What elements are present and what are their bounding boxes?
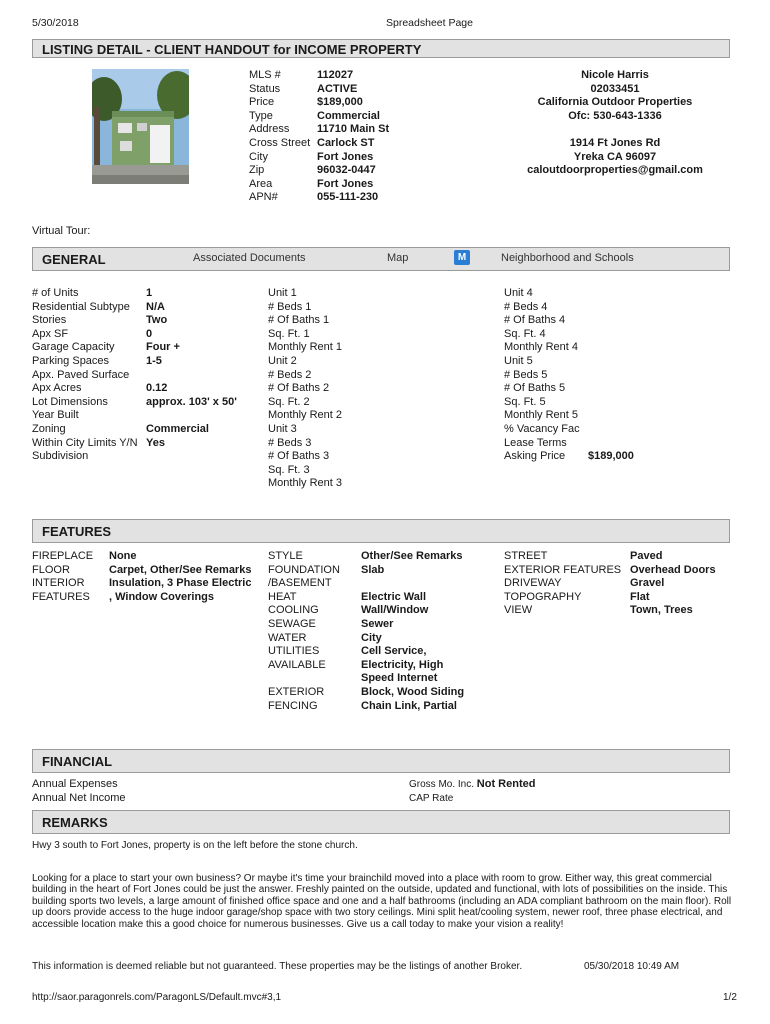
feature-value: Chain Link, Partial — [361, 699, 457, 712]
general-value: Two — [146, 314, 168, 327]
info-label: Zip — [249, 164, 265, 177]
feature-value: Paved — [630, 550, 663, 562]
unit-label: Unit 5 — [504, 354, 533, 367]
info-label: Status — [249, 82, 281, 95]
agent-email[interactable]: caloutdoorproperties@gmail.com — [527, 164, 703, 177]
general-title: GENERAL — [42, 252, 106, 267]
info-label: City — [249, 150, 268, 163]
unit-label: Lease Terms — [504, 436, 567, 449]
disclaimer-text: This information is deemed reliable but not guaranteed. These properties may be the listings of another Broker. — [32, 961, 523, 972]
general-value — [146, 369, 237, 383]
financial-header-bar — [32, 749, 730, 773]
city-value: Fort Jones — [317, 150, 374, 163]
general-label: Apx Acres — [32, 382, 82, 395]
listing-header-bar — [32, 39, 730, 58]
info-label: Cross Street — [249, 136, 311, 149]
units-4-5-labels — [504, 287, 580, 464]
unit-label: # Beds 4 — [504, 300, 548, 313]
feature-label: FLOOR — [32, 563, 70, 576]
feature-label: EXTERIOR — [268, 685, 325, 698]
property-photo[interactable] — [92, 69, 189, 184]
gross-income-value: Not Rented — [476, 778, 536, 790]
feature-value: Block, Wood Siding — [361, 685, 465, 698]
unit-label: # Beds 3 — [268, 436, 312, 449]
features-col2-labels — [268, 550, 340, 713]
unit-label: # Of Baths 3 — [268, 450, 330, 463]
feature-label: EXTERIOR FEATURES — [504, 563, 622, 576]
feature-value — [361, 577, 464, 591]
unit-label: # Beds 1 — [268, 300, 312, 313]
general-label: Lot Dimensions — [32, 395, 108, 408]
unit-label: Unit 3 — [268, 422, 297, 435]
feature-label: FOUNDATION — [268, 563, 340, 576]
general-value: approx. 103' x 50' — [146, 395, 237, 408]
print-date: 5/30/2018 — [32, 17, 79, 29]
features-col3-values — [630, 550, 716, 618]
general-label: Stories — [32, 314, 67, 327]
unit-label: # Of Baths 1 — [268, 314, 330, 327]
feature-value: , Window Coverings — [109, 590, 215, 603]
address-value: 11710 Main St — [317, 123, 390, 136]
feature-value: Insulation, 3 Phase Electric — [109, 577, 252, 590]
unit-label: Monthly Rent 5 — [504, 409, 578, 422]
unit-label: # Of Baths 4 — [504, 314, 566, 327]
info-label: Type — [249, 109, 273, 122]
unit-label: Sq. Ft. 5 — [504, 395, 546, 408]
feature-label: HEAT — [268, 590, 297, 603]
feature-value: Electric Wall — [361, 590, 427, 603]
general-label: Within City Limits Y/N — [32, 436, 138, 449]
listing-title: LISTING DETAIL - CLIENT HANDOUT for INCOME PROPERTY — [42, 42, 422, 57]
unit-label: Monthly Rent 1 — [268, 341, 342, 354]
general-value: N/A — [146, 300, 165, 313]
status-value: ACTIVE — [317, 82, 358, 95]
financial-title: FINANCIAL — [42, 754, 113, 769]
feature-label: UTILITIES — [268, 645, 320, 658]
directions-text: Hwy 3 south to Fort Jones, property is on the left before the stone church. — [32, 840, 358, 851]
unit-label: Sq. Ft. 2 — [268, 395, 310, 408]
unit-label: # Of Baths 5 — [504, 382, 566, 395]
page-url[interactable]: http://saor.paragonrels.com/ParagonLS/Default.mvc#3,1 — [32, 992, 282, 1003]
agent-company: California Outdoor Properties — [537, 96, 693, 109]
feature-label: TOPOGRAPHY — [504, 590, 582, 603]
features-col1-values — [109, 550, 251, 604]
remarks-title: REMARKS — [42, 815, 108, 830]
units-1-3 — [268, 287, 342, 491]
feature-label: VIEW — [504, 604, 533, 617]
unit-label: Unit 2 — [268, 354, 297, 367]
unit-label: Monthly Rent 3 — [268, 477, 342, 490]
financial-left — [32, 778, 126, 805]
feature-value: Other/See Remarks — [361, 550, 463, 562]
virtual-tour-label: Virtual Tour: — [32, 225, 91, 237]
features-col3-labels — [504, 550, 621, 618]
general-value: 1 — [146, 287, 153, 299]
features-title: FEATURES — [42, 524, 112, 539]
feature-label: STREET — [504, 550, 548, 562]
unit-label: # Of Baths 2 — [268, 382, 330, 395]
agent-street: 1914 Ft Jones Rd — [569, 136, 661, 149]
general-value — [146, 450, 237, 464]
general-value: 0.12 — [146, 382, 168, 395]
agent-office-phone: Ofc: 530-643-1336 — [568, 109, 662, 122]
listing-info-labels — [249, 69, 310, 205]
info-label: Area — [249, 177, 273, 190]
agent-name: Nicole Harris — [581, 69, 649, 81]
unit-label: Sq. Ft. 1 — [268, 327, 310, 340]
feature-label: STYLE — [268, 550, 303, 562]
zip-value: 96032-0447 — [317, 164, 376, 177]
annual-expenses-label: Annual Expenses — [32, 778, 118, 790]
unit-label: Unit 1 — [268, 287, 297, 299]
unit-label: # Beds 5 — [504, 368, 548, 381]
general-values — [146, 287, 237, 464]
features-header-bar — [32, 519, 730, 543]
annual-net-income-label: Annual Net Income — [32, 791, 126, 804]
feature-value: Electricity, High — [361, 658, 444, 671]
unit-label: # Beds 2 — [268, 368, 312, 381]
feature-label — [268, 672, 340, 686]
general-label: Residential Subtype — [32, 300, 130, 313]
feature-value: City — [361, 631, 382, 644]
building-photo-icon — [92, 69, 189, 184]
type-value: Commercial — [317, 109, 380, 122]
general-value — [146, 409, 237, 423]
agent-id: 02033451 — [590, 82, 640, 95]
feature-value: Wall/Window — [361, 604, 429, 617]
general-value: Commercial — [146, 422, 209, 435]
feature-label: FEATURES — [32, 590, 90, 603]
agent-city: Yreka CA 96097 — [573, 150, 657, 163]
general-label: Year Built — [32, 409, 79, 422]
feature-value: Slab — [361, 563, 385, 576]
gross-income-label: Gross Mo. Inc. — [409, 779, 475, 790]
area-value: Fort Jones — [317, 177, 374, 190]
features-col2-values — [361, 550, 464, 713]
feature-value: Cell Service, — [361, 645, 427, 658]
unit-label: Sq. Ft. 4 — [504, 327, 546, 340]
map-icon[interactable]: M — [454, 250, 470, 265]
feature-label: SEWAGE — [268, 617, 316, 630]
tab-map[interactable]: Map — [387, 252, 409, 264]
feature-value: Carpet, Other/See Remarks — [109, 563, 252, 576]
general-label: # of Units — [32, 287, 79, 299]
feature-value: Flat — [630, 590, 650, 603]
general-label: Garage Capacity — [32, 341, 115, 354]
feature-label: /BASEMENT — [268, 577, 332, 590]
financial-right — [409, 778, 535, 805]
feature-value: Speed Internet — [361, 672, 438, 685]
feature-label: DRIVEWAY — [504, 577, 562, 590]
general-value: Yes — [146, 436, 165, 449]
price-value: $189,000 — [317, 96, 363, 109]
unit-label: Sq. Ft. 3 — [268, 463, 310, 476]
info-label: Address — [249, 123, 290, 136]
feature-label: AVAILABLE — [268, 658, 326, 671]
feature-label: FIREPLACE — [32, 550, 94, 562]
general-value: Four + — [146, 341, 180, 354]
report-timestamp: 05/30/2018 10:49 AM — [584, 961, 680, 972]
feature-label: COOLING — [268, 604, 319, 617]
general-label: Zoning — [32, 422, 66, 435]
unit-label: % Vacancy Fac — [504, 422, 580, 435]
general-label: Parking Spaces — [32, 354, 110, 367]
general-value: 1-5 — [146, 354, 162, 367]
cross-street-value: Carlock ST — [317, 136, 375, 149]
feature-value: Overhead Doors — [630, 563, 716, 576]
info-label: APN# — [249, 191, 278, 204]
feature-value: Gravel — [630, 577, 665, 590]
general-header-bar — [32, 247, 730, 271]
info-label: Price — [249, 96, 275, 109]
general-labels — [32, 287, 138, 464]
feature-value: Town, Trees — [630, 604, 693, 617]
unit-label: Unit 4 — [504, 287, 533, 299]
feature-label: WATER — [268, 631, 307, 644]
page-number: 1/2 — [723, 992, 737, 1003]
feature-value: Sewer — [361, 617, 394, 630]
remarks-header-bar — [32, 810, 730, 834]
cap-rate-label: CAP Rate — [409, 792, 454, 804]
general-label: Subdivision — [32, 450, 89, 463]
asking-price-value: $189,000 — [588, 450, 634, 462]
general-label: Apx SF — [32, 327, 69, 340]
unit-label: Asking Price — [504, 450, 566, 463]
feature-label: FENCING — [268, 699, 318, 712]
tab-associated-documents[interactable]: Associated Documents — [193, 252, 306, 264]
apn-value: 055-111-230 — [317, 191, 379, 204]
general-value: 0 — [146, 327, 153, 340]
agent-block — [510, 69, 720, 178]
description-text: Looking for a place to start your own business? Or maybe it's time your brainchild moved into a place with room to grow. Either way, this great commercial building in the heart of Fort Jones could be just the answer. Freshly painted on the outside, updated and functional, with lots of possibilities on the inside. This building sports two levels, a large amount of finished office space and one and a half bathrooms (including an ADA compliant bathroom on the main floor). Roll up doors provide access to the huge indoor garage/shop space with two story ceilings. Mini split heat/cooling system, newer roof, three phase electrical, and accessible location make this a good choice for numerous businesses. Give us a call today to make your vision a reality! — [32, 873, 732, 930]
unit-label: Monthly Rent 2 — [268, 409, 342, 422]
mls-number: 112027 — [317, 69, 354, 81]
features-col1-labels — [32, 550, 93, 604]
listing-info-values — [317, 69, 389, 205]
unit-label: Monthly Rent 4 — [504, 341, 578, 354]
tab-neighborhood-schools[interactable]: Neighborhood and Schools — [501, 252, 634, 264]
print-title: Spreadsheet Page — [386, 17, 473, 29]
feature-value: None — [109, 550, 137, 562]
general-label: Apx. Paved Surface — [32, 368, 130, 381]
feature-label: INTERIOR — [32, 577, 85, 590]
info-label: MLS # — [249, 69, 281, 81]
